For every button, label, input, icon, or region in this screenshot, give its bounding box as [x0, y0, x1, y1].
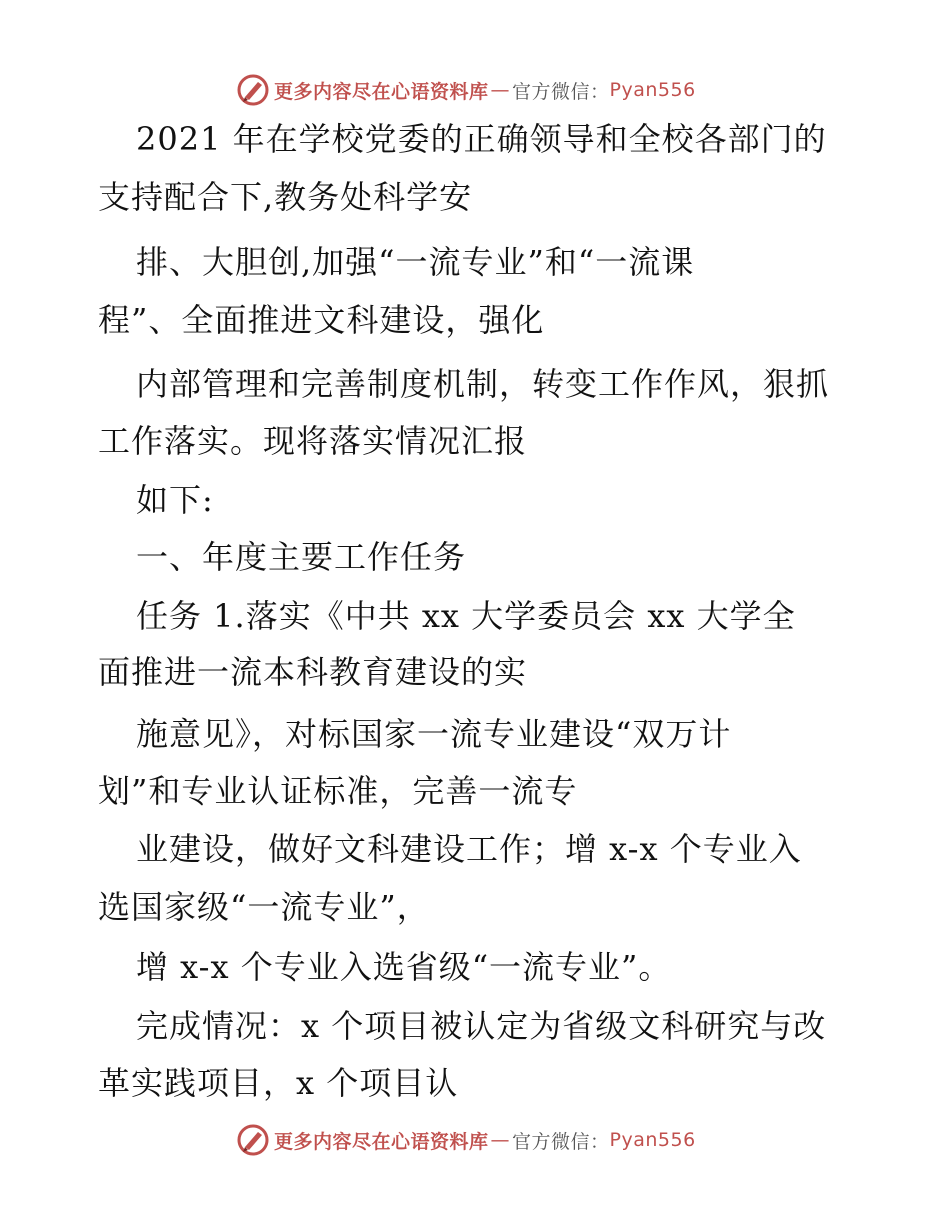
body-line: 业建设，做好文科建设工作；增 x-x 个专业入 — [136, 830, 802, 868]
pen-seal-icon — [236, 1123, 270, 1157]
footer-watermark — [236, 1120, 696, 1160]
section-heading: 一、年度主要工作任务 — [136, 538, 467, 576]
body-line: 内部管理和完善制度机制，转变工作作风，狠抓 — [136, 365, 830, 403]
body-line: 面推进一流本科教育建设的实 — [98, 653, 528, 691]
watermark-account: Pyan556 — [609, 79, 696, 101]
watermark-dash: — — [490, 1129, 511, 1151]
body-line: 施意见》，对标国家一流专业建设“双万计 — [136, 715, 732, 753]
body-line: 程”、全面推进文科建设，强化 — [98, 301, 545, 339]
watermark-label: 官方微信： — [512, 80, 610, 103]
header-watermark — [236, 70, 696, 110]
watermark-dash: — — [490, 79, 511, 101]
watermark-main-text: 更多内容尽在心语资料库 — [274, 1130, 489, 1153]
watermark-main-text: 更多内容尽在心语资料库 — [274, 80, 489, 103]
body-line: 增 x-x 个专业入选省级“一流专业”。 — [136, 948, 672, 986]
body-line: 完成情况：x 个项目被认定为省级文科研究与改 — [136, 1007, 827, 1045]
body-line: 如下: — [136, 481, 214, 519]
watermark-label: 官方微信： — [512, 1130, 610, 1153]
body-line: 革实践项目，x 个项目认 — [98, 1064, 459, 1102]
body-line: 任务 1.落实《中共 xx 大学委员会 xx 大学全 — [136, 597, 796, 635]
pen-seal-icon — [236, 73, 270, 107]
body-line: 2021 年在学校党委的正确领导和全校各部门的 — [136, 120, 827, 158]
body-line: 支持配合下,教务处科学安 — [98, 178, 473, 216]
body-line: 选国家级“一流专业”， — [98, 888, 430, 926]
body-line: 排、大胆创,加强“一流专业”和“一流课 — [136, 243, 695, 281]
watermark-account: Pyan556 — [609, 1129, 696, 1151]
body-line: 工作落实。现将落实情况汇报 — [98, 422, 528, 460]
body-line: 划”和专业认证标准，完善一流专 — [98, 772, 578, 810]
